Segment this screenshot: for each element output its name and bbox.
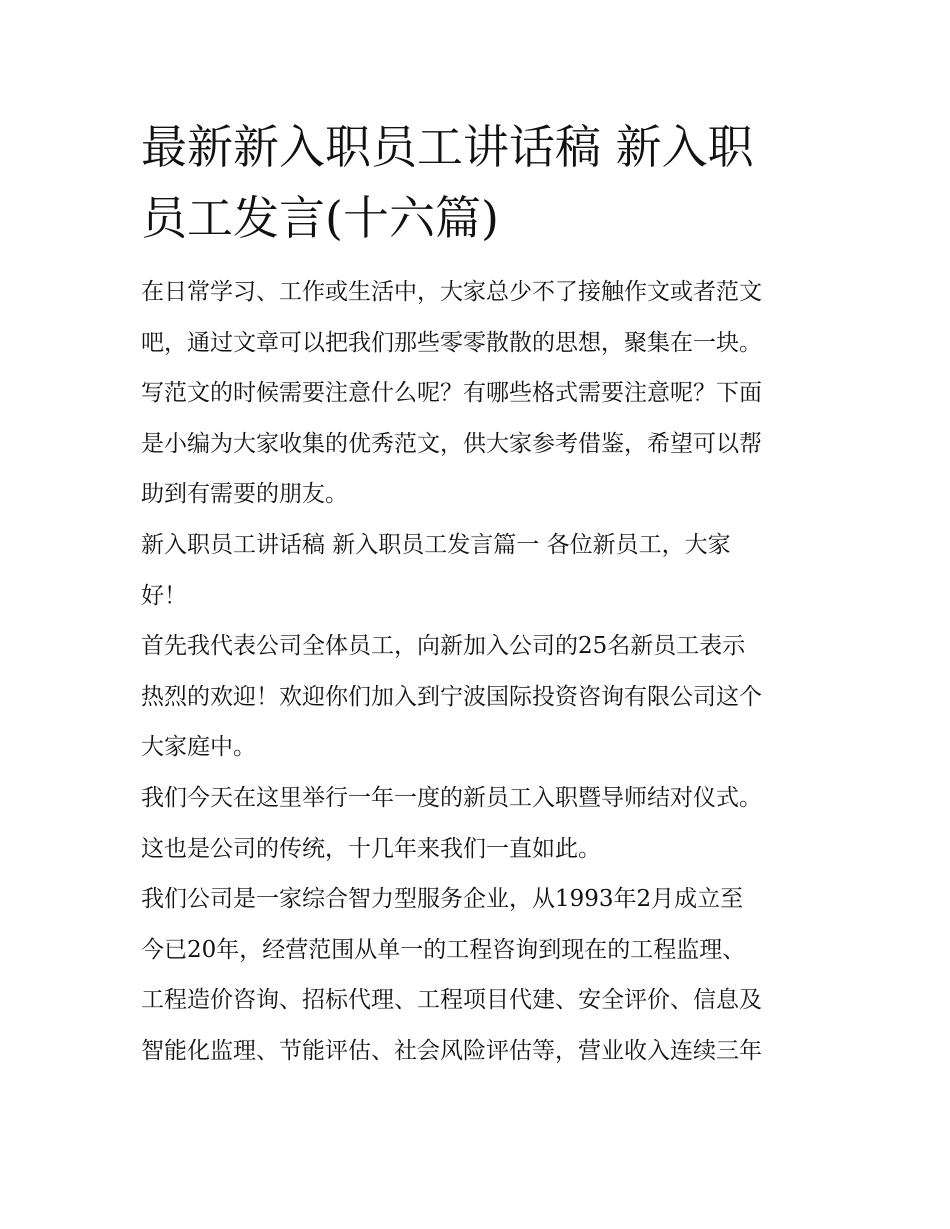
- text-line: 热烈的欢迎！欢迎你们加入到宁波国际投资咨询有限公司这个: [141, 683, 762, 710]
- document-content: [141, 112, 821, 1077]
- text-line: 写范文的时候需要注意什么呢？有哪些格式需要注意呢？下面: [141, 380, 762, 407]
- text-line: 在日常学习、工作或生活中，大家总少不了接触作文或者范文: [141, 279, 762, 305]
- text-line: 今已20年，经营范围从单一的工程咨询到现在的工程监理、: [141, 936, 746, 963]
- text-line: 是小编为大家收集的优秀范文，供大家参考借鉴，希望可以帮: [141, 430, 762, 457]
- title-line: 员工发言(十六篇): [141, 191, 499, 245]
- text-line: 吧，通过文章可以把我们那些零零散散的思想，聚集在一块。: [141, 329, 762, 356]
- text-line: 我们公司是一家综合智力型服务企业，从1993年2月成立至: [141, 886, 744, 913]
- text-line: 这也是公司的传统，十几年来我们一直如此。: [141, 835, 601, 862]
- text-line: 新入职员工讲话稿 新入职员工发言篇一 各位新员工，大家: [141, 531, 731, 558]
- text-line: 首先我代表公司全体员工，向新加入公司的25名新员工表示: [141, 633, 746, 660]
- text-line: 工程造价咨询、招标代理、工程项目代建、安全评价、信息及: [141, 987, 762, 1014]
- text-line: 好！: [141, 582, 187, 609]
- text-line: 智能化监理、节能评估、社会风险评估等，营业收入连续三年: [141, 1037, 762, 1064]
- text-line: 我们今天在这里举行一年一度的新员工入职暨导师结对仪式。: [141, 784, 762, 811]
- title-line: 最新新入职员工讲话稿 新入职: [141, 120, 754, 174]
- document-title: [141, 112, 821, 254]
- text-line: 大家庭中。: [141, 734, 256, 761]
- text-line: 助到有需要的朋友。: [141, 481, 348, 508]
